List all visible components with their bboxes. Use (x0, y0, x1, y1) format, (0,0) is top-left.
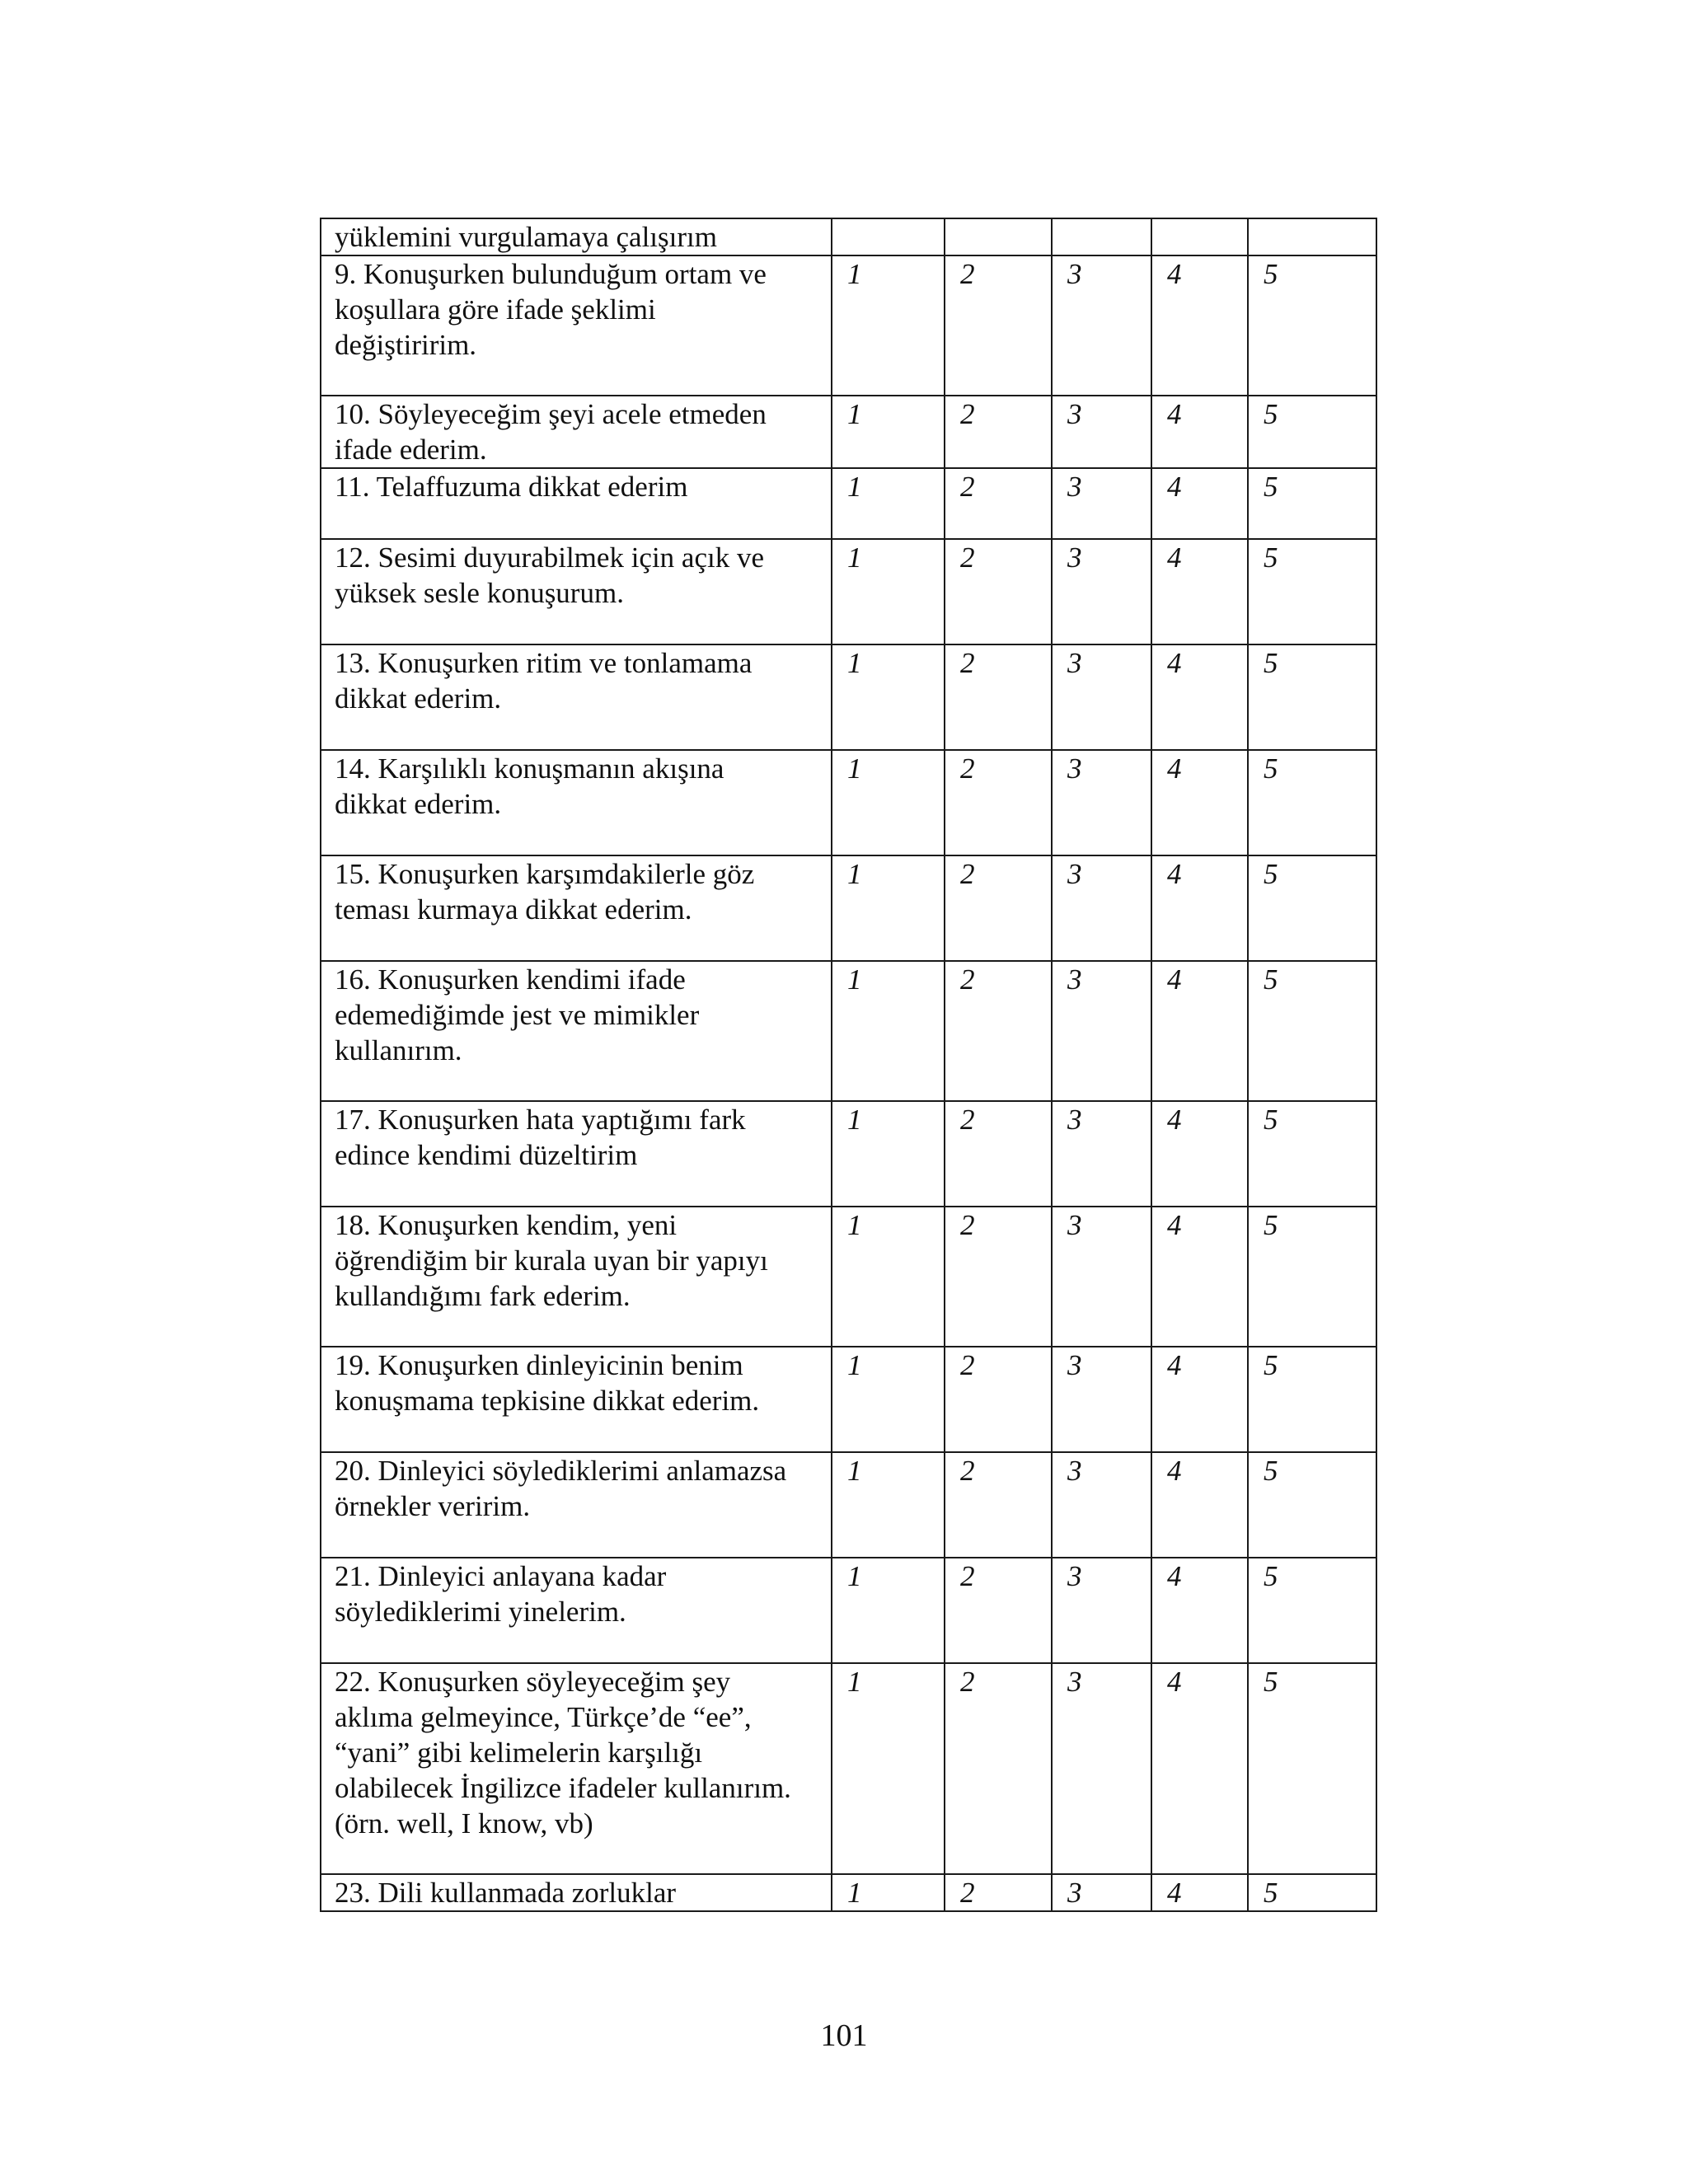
table-row (321, 1452, 1376, 1558)
score-option-3: 3 (1052, 255, 1151, 396)
score-option-4: 4 (1151, 1558, 1248, 1663)
table-row (321, 539, 1376, 644)
score-option-2: 2 (945, 255, 1052, 396)
score-option-4: 4 (1151, 750, 1248, 855)
score-option-1: 1 (832, 855, 945, 961)
score-option-3: 3 (1052, 539, 1151, 644)
table-row (321, 1874, 1376, 1911)
item-statement: 22. Konuşurken söyleyeceğim şey aklıma gelmeyince, Türkçe’de “ee”, “yani” gibi kelimelerin karşılığı olabilecek İngilizce ifadeler kullanırım. (örn. well, I know, vb) (321, 1663, 832, 1874)
table-row (321, 750, 1376, 855)
score-option-3: 3 (1052, 1558, 1151, 1663)
score-option-5: 5 (1248, 1452, 1376, 1558)
table-row (321, 255, 1376, 396)
score-option-1: 1 (832, 255, 945, 396)
item-statement: 23. Dili kullanmada zorluklar (321, 1874, 832, 1911)
item-statement: 10. Söyleyeceğim şeyi acele etmeden ifade ederim. (321, 396, 832, 468)
score-option-1: 1 (832, 539, 945, 644)
score-option-1: 1 (832, 1207, 945, 1347)
score-option-4: 4 (1151, 1347, 1248, 1452)
score-option-3: 3 (1052, 961, 1151, 1101)
table-row (321, 855, 1376, 961)
score-option-2: 2 (945, 961, 1052, 1101)
score-option-2: 2 (945, 644, 1052, 750)
score-option-4: 4 (1151, 961, 1248, 1101)
score-option-1: 1 (832, 1874, 945, 1911)
score-option-1: 1 (832, 1558, 945, 1663)
table-row (321, 1558, 1376, 1663)
score-option-1: 1 (832, 1101, 945, 1207)
score-option-2: 2 (945, 855, 1052, 961)
score-option-3: 3 (1052, 468, 1151, 539)
score-option-4: 4 (1151, 1874, 1248, 1911)
table-row (321, 468, 1376, 539)
survey-table (320, 218, 1377, 1912)
score-option-2: 2 (945, 539, 1052, 644)
item-statement: 9. Konuşurken bulunduğum ortam ve koşullara göre ifade şeklimi değiştiririm. (321, 255, 832, 396)
item-statement: 16. Konuşurken kendimi ifade edemediğimde jest ve mimikler kullanırım. (321, 961, 832, 1101)
score-option-5: 5 (1248, 644, 1376, 750)
score-option-1: 1 (832, 396, 945, 468)
table-row (321, 644, 1376, 750)
score-option-1: 1 (832, 750, 945, 855)
score-option-3: 3 (1052, 1207, 1151, 1347)
score-option-3: 3 (1052, 1874, 1151, 1911)
score-option-4: 4 (1151, 1101, 1248, 1207)
score-option-1 (832, 218, 945, 255)
score-option-1: 1 (832, 644, 945, 750)
score-option-4: 4 (1151, 539, 1248, 644)
table-row (321, 1207, 1376, 1347)
score-option-3: 3 (1052, 1452, 1151, 1558)
table-row (321, 1663, 1376, 1874)
item-statement: 13. Konuşurken ritim ve tonlamama dikkat ederim. (321, 644, 832, 750)
score-option-5: 5 (1248, 1207, 1376, 1347)
table-row (321, 961, 1376, 1101)
score-option-1: 1 (832, 1347, 945, 1452)
score-option-5: 5 (1248, 1874, 1376, 1911)
score-option-5: 5 (1248, 539, 1376, 644)
item-statement: 19. Konuşurken dinleyicinin benim konuşmama tepkisine dikkat ederim. (321, 1347, 832, 1452)
score-option-5: 5 (1248, 1101, 1376, 1207)
item-statement: 15. Konuşurken karşımdakilerle göz teması kurmaya dikkat ederim. (321, 855, 832, 961)
score-option-3: 3 (1052, 1101, 1151, 1207)
score-option-4: 4 (1151, 855, 1248, 961)
score-option-5: 5 (1248, 255, 1376, 396)
score-option-3: 3 (1052, 855, 1151, 961)
score-option-2: 2 (945, 1874, 1052, 1911)
table-row (321, 1101, 1376, 1207)
item-statement: 12. Sesimi duyurabilmek için açık ve yüksek sesle konuşurum. (321, 539, 832, 644)
score-option-2: 2 (945, 1663, 1052, 1874)
score-option-5: 5 (1248, 1558, 1376, 1663)
score-option-1: 1 (832, 1663, 945, 1874)
score-option-4 (1151, 218, 1248, 255)
score-option-3: 3 (1052, 396, 1151, 468)
item-statement: 18. Konuşurken kendim, yeni öğrendiğim bir kurala uyan bir yapıyı kullandığımı fark ederim. (321, 1207, 832, 1347)
item-statement: 14. Karşılıklı konuşmanın akışına dikkat ederim. (321, 750, 832, 855)
score-option-5: 5 (1248, 468, 1376, 539)
score-option-2: 2 (945, 1558, 1052, 1663)
score-option-4: 4 (1151, 396, 1248, 468)
score-option-5: 5 (1248, 855, 1376, 961)
score-option-3: 3 (1052, 750, 1151, 855)
page-number: 101 (820, 2018, 868, 2053)
item-statement: 17. Konuşurken hata yaptığımı fark edince kendimi düzeltirim (321, 1101, 832, 1207)
score-option-4: 4 (1151, 468, 1248, 539)
score-option-2: 2 (945, 1347, 1052, 1452)
score-option-4: 4 (1151, 1452, 1248, 1558)
score-option-4: 4 (1151, 255, 1248, 396)
item-statement: 21. Dinleyici anlayana kadar söylediklerimi yinelerim. (321, 1558, 832, 1663)
table-row (321, 218, 1376, 255)
score-option-1: 1 (832, 1452, 945, 1558)
score-option-5: 5 (1248, 396, 1376, 468)
score-option-1: 1 (832, 468, 945, 539)
item-statement: 11. Telaffuzuma dikkat ederim (321, 468, 832, 539)
score-option-5: 5 (1248, 750, 1376, 855)
table-body (321, 218, 1376, 1911)
score-option-2: 2 (945, 750, 1052, 855)
table-row (321, 396, 1376, 468)
score-option-2: 2 (945, 1101, 1052, 1207)
table-row (321, 1347, 1376, 1452)
score-option-3 (1052, 218, 1151, 255)
score-option-4: 4 (1151, 644, 1248, 750)
score-option-4: 4 (1151, 1663, 1248, 1874)
score-option-2: 2 (945, 468, 1052, 539)
score-option-3: 3 (1052, 644, 1151, 750)
score-option-5: 5 (1248, 961, 1376, 1101)
score-option-2: 2 (945, 1452, 1052, 1558)
score-option-2 (945, 218, 1052, 255)
score-option-3: 3 (1052, 1663, 1151, 1874)
score-option-4: 4 (1151, 1207, 1248, 1347)
score-option-1: 1 (832, 961, 945, 1101)
score-option-2: 2 (945, 396, 1052, 468)
item-statement: yüklemini vurgulamaya çalışırım (321, 218, 832, 255)
score-option-5: 5 (1248, 1347, 1376, 1452)
score-option-2: 2 (945, 1207, 1052, 1347)
score-option-5 (1248, 218, 1376, 255)
item-statement: 20. Dinleyici söylediklerimi anlamazsa örnekler veririm. (321, 1452, 832, 1558)
score-option-5: 5 (1248, 1663, 1376, 1874)
score-option-3: 3 (1052, 1347, 1151, 1452)
